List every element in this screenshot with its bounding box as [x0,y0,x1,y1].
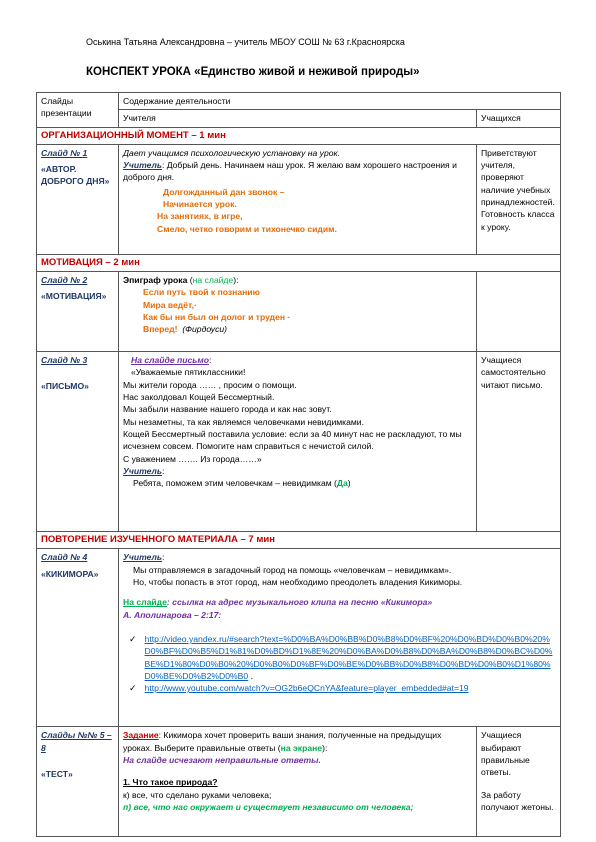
video-link-yandex[interactable]: http://video.yandex.ru/#search?text=%D0%BA%D0%BB%D0%B8%D0%BF%20%D0%BD%D0%B0%20%D0%BF%D0%B5%D1%81%D0%BD%D1%8E%20%D0%BA%D0%B8%D0%BA%D0%B8%D0%BC%D0%BE%D1%80%D0%B0%20%D0%B0%D0%BF%D0%BE%D0%BB%D0%B8%D0%BD%D0%B0%D1%80%D0%BE%D0%B2%D0%B0 [144,633,553,681]
teacher-cell [119,352,477,532]
table-row [37,549,561,727]
video-link-youtube[interactable]: http://www.youtube.com/watch?v=OG2b6eQCnYA&feature=player_embedded#at=19 [144,683,469,694]
teacher-cell [119,272,477,352]
slide-cell [37,144,119,254]
on-slide-label: На слайде письмо [131,355,209,366]
checkmark-icon: ✓ [129,633,137,644]
letter-line: С уважением ……. Из города……» [123,453,262,464]
answer-option: к) все, что сделано руками человека; [123,789,272,800]
task-text: : Кикимора хочет проверить ваши знания, полученные на предыдущих уроках. Выберите правильные ответы ( [123,730,442,753]
teacher-text: : Добрый день. Начинаем наш урок. Я желаю вам хорошего настроения и доброго дня. [123,160,457,183]
on-slide-label: на слайде [192,275,234,286]
slide-number: Слайд № 4 [41,552,88,563]
letter-line: Мы забыли название нашего города и как нас зовут. [123,404,332,415]
poem-line [143,323,472,335]
students-cell [477,727,561,837]
letter-line: Нас заколдовал Кощей Бессмертный. [123,392,275,403]
answer-yes: Да [336,478,348,489]
epigraph-line [123,274,472,286]
epigraph-paren: ): [233,275,239,286]
teacher-text: Мы отправляемся в загадочный город на помощь «человечкам – невидимкам». [133,564,452,575]
on-screen-label: на экране [280,742,323,753]
composer: А. Аполинарова – 2:17: [123,609,222,620]
slide-name: «АВТОР. ДОБРОГО ДНЯ» [41,164,110,187]
slide-number: Слайд № 1 [41,147,88,158]
letter-line: Мы незаметны, та как являемся человечками невидимками. [123,416,364,427]
letter-line: «Уважаемые пятиклассники! [131,367,246,378]
students-text: За работу получают жетоны. [481,789,554,812]
table-row [37,144,561,254]
slide-name: «ПИСЬМО» [41,381,89,392]
intro-text: Дает учащимся психологическую установку на урок. [123,147,340,158]
section-title: ОРГАНИЗАЦИОННЫЙ МОМЕНТ – 1 мин [37,127,561,144]
lesson-table [36,92,561,837]
on-slide-line: На слайде письмо: [131,355,212,366]
teacher-line: Учитель: [123,465,165,476]
poem [123,186,472,235]
epigraph-poem [123,286,472,335]
slide-name: «КИКИМОРА» [41,568,99,579]
section-motivation [37,254,561,271]
slide-name: «ТЕСТ» [41,769,73,780]
letter-line: Мы жители города …… , просим о помощи. [123,379,297,390]
link-item [129,682,556,694]
table-row [37,272,561,352]
task-line [123,729,472,754]
task-label: Задание [123,730,159,741]
slide-number: Слайд № 2 [41,275,88,286]
section-title: МОТИВАЦИЯ – 2 мин [37,254,561,271]
teacher-speech [123,477,472,489]
poem-line: Начинается урок. [163,199,237,210]
poem-line: Как бы ни был он долог и труден · [143,312,291,323]
poem-author: (Фирдоуси) [182,324,228,335]
on-slide-line [123,596,556,608]
table-row [37,352,561,532]
slide-name: «МОТИВАЦИЯ» [41,291,107,302]
section-repeat [37,532,561,549]
table-row [37,727,561,837]
teacher-label: Учитель [123,465,162,476]
header-students: Учащихся [477,110,561,127]
teacher-label: Учитель [123,160,162,171]
section-title: ПОВТОРЕНИЕ ИЗУЧЕННОГО МАТЕРИАЛА – 7 мин [37,532,561,549]
poem-line: Мира ведёт,· [143,299,197,310]
paren: ) [347,478,351,489]
students-text: Учащиеся выбирают правильные ответы. [481,730,530,778]
link-item [129,633,556,682]
section-org [37,127,561,144]
task-close: ): [322,742,328,753]
teacher-speech [123,159,472,184]
header-teacher: Учителя [119,110,477,127]
poem-word: Вперед! [143,324,178,335]
link-description: : ссылка на адрес музыкального клипа на песню «Кикимора» [166,597,433,608]
teacher-cell [119,727,477,837]
teacher-text: Но, чтобы попасть в этот город, нам необходимо преодолеть владения Кикиморы. [133,577,463,588]
poem-line: Смело, четко говорим и тихонечко сидим. [157,223,337,234]
table-header-row [37,93,561,110]
poem-line: На занятиях, в игре, [157,211,243,222]
on-slide-label: На слайде [123,597,167,608]
page-title: КОНСПЕКТ УРОКА «Единство живой и неживой природы» [86,66,420,78]
epigraph-paren: ( [187,275,193,286]
disappear-note: На слайде исчезают неправильные ответы. [123,755,321,766]
slide-cell [37,549,119,727]
slide-cell [37,727,119,837]
letter-line: Кощей Бессмертный поставила условие: если за 40 минут нас не раскладуют, то мы исчезнем совсем. Помогите нам справиться с нечистой силой. [123,428,462,452]
link-wrap [145,633,556,682]
link-tail: . [248,670,253,681]
students-cell: Учащиеся самостоятельно читают письмо. [477,352,561,532]
checkmark-icon: ✓ [129,683,137,694]
teacher-text: Ребята, поможем этим человечкам – невидимкам ( [133,478,337,489]
author-line: Оськина Татьяна Александровна – учитель МБОУ СОШ № 63 г.Красноярска [86,37,405,47]
header-content: Содержание деятельности [119,93,561,110]
teacher-cell [119,144,477,254]
epigraph-label: Эпиграф урока [123,275,188,286]
slide-cell [37,272,119,352]
answer-option-correct: п) все, что нас окружает и существует независимо от человека; [123,801,414,812]
slide-cell [37,352,119,532]
students-cell: Приветствуют учителя, проверяют наличие учебных принадлежностей. Готовность класса к уроку. [477,144,561,254]
question: 1. Что такое природа? [123,777,218,788]
teacher-line: Учитель: [123,552,165,563]
header-slides: Слайды презентации [37,93,119,128]
teacher-label: Учитель [123,552,162,563]
poem-line: Если путь твой к познанию [143,287,260,298]
slide-number: Слайд № 3 [41,355,88,366]
poem-line: Долгожданный дан звонок – [163,186,285,197]
students-cell [477,272,561,352]
teacher-cell [119,549,561,727]
slide-number: Слайды №№ 5 – 8 [41,730,112,753]
